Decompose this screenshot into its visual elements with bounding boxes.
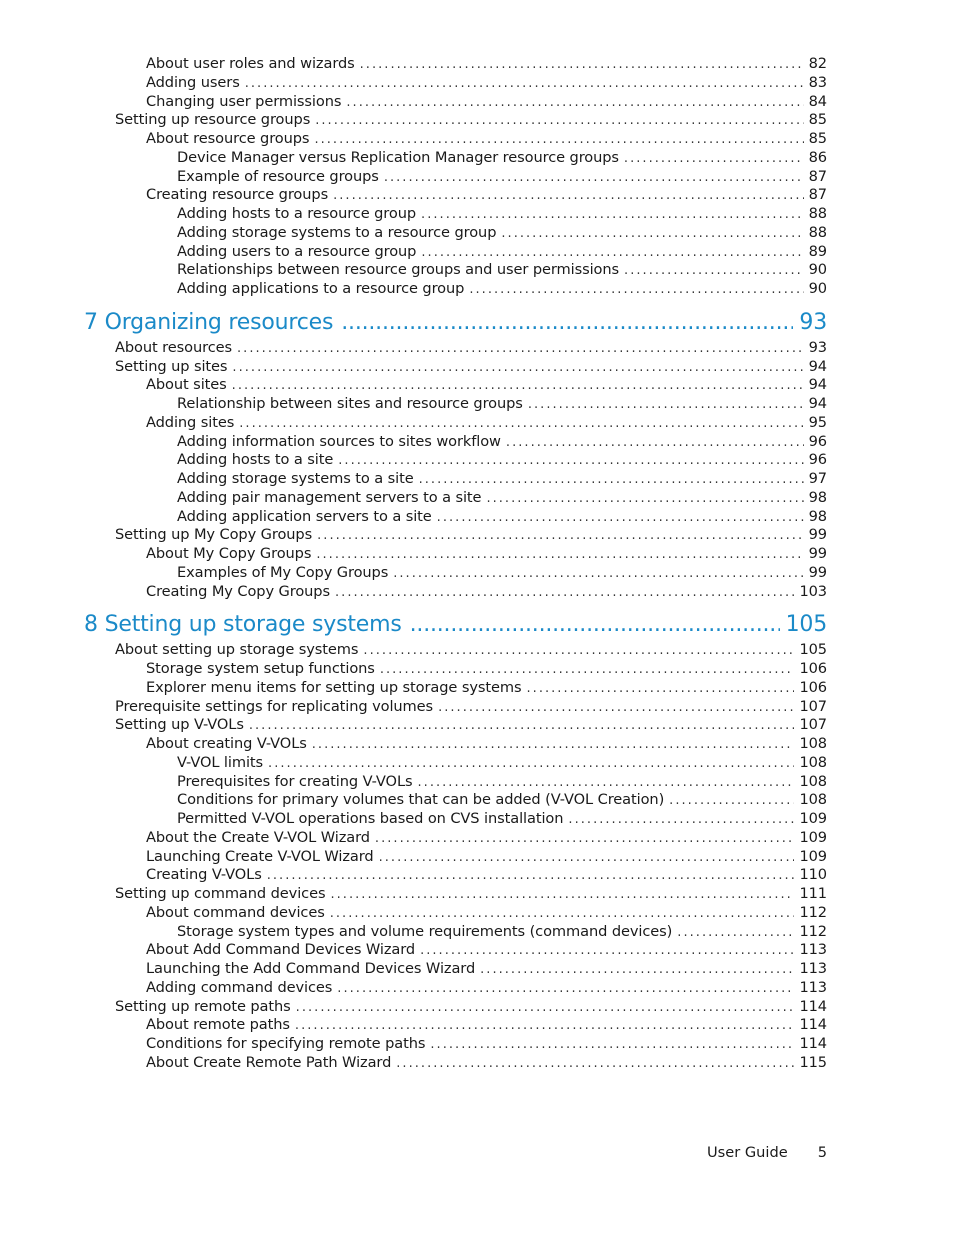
- toc-entry-title: Examples of My Copy Groups: [177, 563, 389, 581]
- toc-leader-dots: [317, 526, 804, 545]
- toc-entry-page: 89: [808, 242, 827, 260]
- toc-leader-dots: [316, 545, 803, 564]
- toc-leader-dots: [379, 848, 795, 867]
- toc-entry-page: 93: [808, 338, 827, 356]
- toc-entry-page: 106: [799, 678, 827, 696]
- toc-entry[interactable]: [177, 242, 827, 261]
- toc-entry-title: Adding hosts to a site: [177, 451, 334, 469]
- toc-leader-dots: [419, 470, 804, 489]
- toc-leader-dots: [330, 885, 794, 904]
- toc-entry-title: Conditions for specifying remote paths: [146, 1035, 426, 1052]
- toc-leader-dots: [396, 1054, 794, 1073]
- toc-entry-title: About the Create V-VOL Wizard: [146, 828, 370, 846]
- toc-entry[interactable]: [177, 772, 827, 791]
- toc-entry-page: 108: [799, 753, 827, 771]
- toc-entry-title: Creating V-VOLs: [146, 866, 262, 884]
- toc-entry-title: Storage system setup functions: [146, 660, 375, 677]
- toc-entry-page: 107: [799, 716, 827, 734]
- toc-leader-dots: [338, 451, 803, 470]
- toc-entry-page: 87: [808, 167, 827, 185]
- toc-entry-title: Prerequisite settings for replicating volumes: [115, 697, 434, 715]
- toc-entry[interactable]: [177, 488, 827, 507]
- toc-entry-title: About sites: [146, 376, 227, 394]
- toc-leader-dots: [335, 583, 794, 602]
- toc-chapter[interactable]: [84, 308, 827, 338]
- toc-entry-title: About resource groups: [146, 130, 310, 147]
- toc-leader-dots: [314, 130, 803, 149]
- toc-entry[interactable]: [115, 715, 827, 734]
- toc-entry[interactable]: [177, 394, 827, 413]
- toc-entry[interactable]: [146, 129, 827, 148]
- toc-entry[interactable]: [115, 997, 827, 1016]
- toc-leader-dots: [384, 168, 804, 187]
- toc-entry[interactable]: [146, 978, 827, 997]
- toc-leader-dots: [315, 111, 803, 130]
- toc-entry-page: 108: [799, 735, 827, 752]
- toc-entry[interactable]: [177, 223, 827, 242]
- toc-entry[interactable]: [177, 260, 827, 279]
- toc-entry-page: 94: [808, 376, 827, 394]
- toc-entry-page: 113: [799, 941, 827, 959]
- toc-entry[interactable]: [146, 582, 827, 601]
- toc-leader-dots: [624, 149, 804, 168]
- toc-leader-dots: [417, 773, 794, 792]
- toc-entry[interactable]: [146, 659, 827, 678]
- footer-page-number: 5: [817, 1144, 827, 1161]
- toc-entry-title: Setting up command devices: [115, 885, 326, 902]
- toc-entry[interactable]: [146, 847, 827, 866]
- toc-entry-page: 98: [808, 488, 827, 506]
- toc-entry[interactable]: [115, 338, 827, 357]
- toc-entry[interactable]: [146, 92, 827, 111]
- toc-entry-title: 8 Setting up storage systems: [84, 612, 402, 638]
- toc-leader-dots: [430, 1035, 794, 1054]
- toc-entry-page: 110: [799, 866, 827, 884]
- toc-entry-page: 88: [808, 223, 827, 241]
- toc-leader-dots: [363, 641, 794, 660]
- toc-leader-dots: [486, 489, 803, 508]
- toc-leader-dots: [232, 376, 804, 395]
- toc-entry-title: Device Manager versus Replication Manager resource groups: [177, 148, 619, 166]
- toc-leader-dots: [420, 941, 794, 960]
- toc-entry-page: 99: [808, 545, 827, 562]
- toc-entry[interactable]: [177, 204, 827, 223]
- toc-leader-dots: [410, 610, 780, 640]
- toc-entry-title: Prerequisites for creating V-VOLs: [177, 772, 413, 790]
- toc-entry-page: 106: [799, 660, 827, 677]
- toc-leader-dots: [249, 716, 795, 735]
- toc-entry[interactable]: [146, 413, 827, 432]
- toc-entry-title: Relationship between sites and resource groups: [177, 395, 523, 412]
- toc-entry-title: Adding users: [146, 73, 240, 91]
- toc-entry-page: 95: [808, 413, 827, 431]
- toc-leader-dots: [421, 205, 804, 224]
- toc-leader-dots: [245, 74, 804, 93]
- toc-entry-page: 105: [785, 612, 827, 638]
- toc-entry-page: 107: [799, 697, 827, 715]
- toc-entry[interactable]: [146, 54, 827, 73]
- toc-entry[interactable]: [177, 279, 827, 298]
- toc-entry[interactable]: [177, 148, 827, 167]
- toc-entry-page: 94: [808, 357, 827, 375]
- toc-entry[interactable]: [146, 1015, 827, 1034]
- toc-leader-dots: [624, 261, 804, 280]
- toc-entry[interactable]: [115, 110, 827, 129]
- toc-entry-title: Adding hosts to a resource group: [177, 205, 417, 222]
- toc-entry-title: About command devices: [146, 903, 325, 921]
- toc-entry-title: Example of resource groups: [177, 167, 379, 185]
- toc-leader-dots: [360, 55, 804, 74]
- toc-leader-dots: [330, 904, 795, 923]
- toc-entry-title: Setting up remote paths: [115, 997, 291, 1015]
- toc-entry-page: 96: [808, 432, 827, 450]
- toc-entry[interactable]: [177, 809, 827, 828]
- toc-entry-page: 103: [799, 582, 827, 600]
- toc-leader-dots: [480, 960, 794, 979]
- toc-entry[interactable]: [177, 432, 827, 451]
- toc-entry-page: 86: [808, 148, 827, 166]
- toc-leader-dots: [506, 433, 804, 452]
- toc-entry-title: Storage system types and volume requirements (command devices): [177, 922, 673, 940]
- toc-entry[interactable]: [115, 697, 827, 716]
- toc-entry-page: 109: [799, 828, 827, 846]
- toc-entry[interactable]: [146, 734, 827, 753]
- toc-entry[interactable]: [146, 73, 827, 92]
- toc-entry-title: About user roles and wizards: [146, 55, 355, 72]
- toc-entry-title: Setting up My Copy Groups: [115, 526, 313, 544]
- toc-leader-dots: [568, 810, 794, 829]
- toc-leader-dots: [469, 280, 803, 299]
- toc-entry-title: Conditions for primary volumes that can be added (V-VOL Creation): [177, 791, 665, 809]
- toc-leader-dots: [437, 508, 804, 527]
- toc-entry[interactable]: [115, 357, 827, 376]
- toc-entry[interactable]: [146, 1034, 827, 1053]
- toc-entry[interactable]: [115, 884, 827, 903]
- toc-leader-dots: [669, 791, 794, 810]
- toc-entry-title: Adding storage systems to a site: [177, 470, 414, 487]
- toc-entry-title: Relationships between resource groups and user permissions: [177, 261, 620, 279]
- toc-entry-title: Adding sites: [146, 413, 235, 431]
- toc-entry-page: 94: [808, 395, 827, 412]
- toc-entry-title: Adding storage systems to a resource group: [177, 223, 497, 241]
- toc-entry-page: 90: [808, 261, 827, 279]
- toc-entry-page: 87: [808, 186, 827, 204]
- toc-entry[interactable]: [146, 865, 827, 884]
- toc-entry[interactable]: [146, 185, 827, 204]
- toc-entry-title: Permitted V-VOL operations based on CVS installation: [177, 810, 564, 827]
- toc-entry-page: 112: [799, 922, 827, 940]
- toc-leader-dots: [346, 93, 803, 112]
- toc-entry-page: 99: [808, 526, 827, 544]
- toc-entry-title: About setting up storage systems: [115, 641, 359, 659]
- toc-entry-title: About creating V-VOLs: [146, 735, 307, 752]
- toc-entry[interactable]: [177, 753, 827, 772]
- footer-label: User Guide: [706, 1144, 788, 1161]
- toc-entry-page: 111: [799, 885, 827, 902]
- toc-entry-page: 82: [808, 55, 827, 72]
- toc-entry-title: Launching Create V-VOL Wizard: [146, 847, 374, 865]
- toc-entry-page: 97: [808, 470, 827, 487]
- toc-entry-page: 99: [808, 563, 827, 581]
- toc-entry-page: 114: [799, 997, 827, 1015]
- toc-entry-page: 109: [799, 847, 827, 865]
- toc-leader-dots: [337, 979, 794, 998]
- toc-leader-dots: [312, 735, 795, 754]
- toc-entry-page: 114: [799, 1035, 827, 1052]
- toc-entry[interactable]: [146, 828, 827, 847]
- toc-entry-page: 113: [799, 960, 827, 977]
- toc-leader-dots: [296, 998, 795, 1017]
- toc-entry-page: 88: [808, 205, 827, 222]
- toc-entry[interactable]: [177, 507, 827, 526]
- toc-entry-page: 85: [808, 130, 827, 147]
- toc-entry[interactable]: [177, 450, 827, 469]
- toc-leader-dots: [438, 698, 794, 717]
- toc-leader-dots: [333, 186, 804, 205]
- toc-entry[interactable]: [115, 640, 827, 659]
- toc-entry-title: About Add Command Devices Wizard: [146, 941, 416, 959]
- toc-entry-page: 112: [799, 903, 827, 921]
- toc-entry-page: 90: [808, 280, 827, 297]
- toc-entry-page: 105: [799, 641, 827, 659]
- toc-leader-dots: [421, 243, 803, 262]
- toc-entry[interactable]: [146, 544, 827, 563]
- toc-entry[interactable]: [146, 1053, 827, 1072]
- toc-entry-title: Creating My Copy Groups: [146, 582, 330, 600]
- toc-leader-dots: [341, 308, 793, 338]
- page-footer: [707, 1143, 827, 1162]
- toc-entry-title: 7 Organizing resources: [84, 309, 334, 335]
- toc-entry[interactable]: [146, 903, 827, 922]
- toc-entry[interactable]: [146, 678, 827, 697]
- toc-entry[interactable]: [177, 469, 827, 488]
- toc-entry-page: 108: [799, 772, 827, 790]
- toc-entry-title: About My Copy Groups: [146, 545, 312, 562]
- toc-leader-dots: [528, 395, 804, 414]
- toc-entry[interactable]: [177, 167, 827, 186]
- toc-leader-dots: [232, 358, 803, 377]
- toc-entry-title: Adding pair management servers to a site: [177, 488, 482, 506]
- toc-leader-dots: [268, 754, 794, 773]
- toc-entry[interactable]: [177, 790, 827, 809]
- toc-entry-page: 83: [808, 73, 827, 91]
- toc-entry-title: Launching the Add Command Devices Wizard: [146, 960, 476, 977]
- toc-entry-page: 108: [799, 791, 827, 809]
- toc-leader-dots: [237, 339, 804, 358]
- toc-entry[interactable]: [146, 375, 827, 394]
- toc-chapter[interactable]: [84, 610, 827, 640]
- toc-entry-title: Adding information sources to sites workflow: [177, 432, 501, 450]
- toc-entry-title: About Create Remote Path Wizard: [146, 1053, 392, 1071]
- toc-entry-page: 109: [799, 810, 827, 827]
- toc-entry-page: 114: [799, 1016, 827, 1034]
- toc-entry[interactable]: [146, 940, 827, 959]
- toc-entry-page: 98: [808, 507, 827, 525]
- toc-entry-title: Adding users to a resource group: [177, 242, 417, 260]
- toc-leader-dots: [267, 866, 795, 885]
- toc-entry-title: Adding command devices: [146, 978, 333, 996]
- toc-entry-title: About remote paths: [146, 1016, 290, 1034]
- toc-entry-title: Creating resource groups: [146, 186, 329, 204]
- toc-entry[interactable]: [177, 922, 827, 941]
- toc-entry-page: 113: [799, 978, 827, 996]
- toc-entry-title: Setting up V-VOLs: [115, 716, 244, 734]
- toc-leader-dots: [239, 414, 803, 433]
- toc-entry-title: Explorer menu items for setting up storage systems: [146, 678, 522, 696]
- toc-entry-title: Changing user permissions: [146, 92, 342, 110]
- toc-entry-page: 96: [808, 451, 827, 469]
- toc-entry-page: 93: [799, 309, 827, 335]
- toc-entry-page: 84: [808, 92, 827, 110]
- toc-leader-dots: [677, 923, 794, 942]
- toc-leader-dots: [526, 679, 794, 698]
- toc-entry[interactable]: [177, 563, 827, 582]
- toc-entry-title: Adding application servers to a site: [177, 507, 432, 525]
- toc-entry-page: 85: [808, 111, 827, 129]
- toc-entry-title: Adding applications to a resource group: [177, 280, 465, 297]
- toc-leader-dots: [393, 564, 803, 583]
- toc-leader-dots: [380, 660, 795, 679]
- toc-entry-title: V-VOL limits: [177, 753, 264, 771]
- toc-entry-title: About resources: [115, 338, 233, 356]
- toc-leader-dots: [295, 1016, 795, 1035]
- toc-entry[interactable]: [115, 525, 827, 544]
- toc-leader-dots: [375, 829, 795, 848]
- toc-entry-page: 115: [799, 1053, 827, 1071]
- toc-entry[interactable]: [146, 959, 827, 978]
- toc-leader-dots: [501, 224, 803, 243]
- toc-entry-title: Setting up sites: [115, 357, 228, 375]
- toc-entry-title: Setting up resource groups: [115, 111, 311, 129]
